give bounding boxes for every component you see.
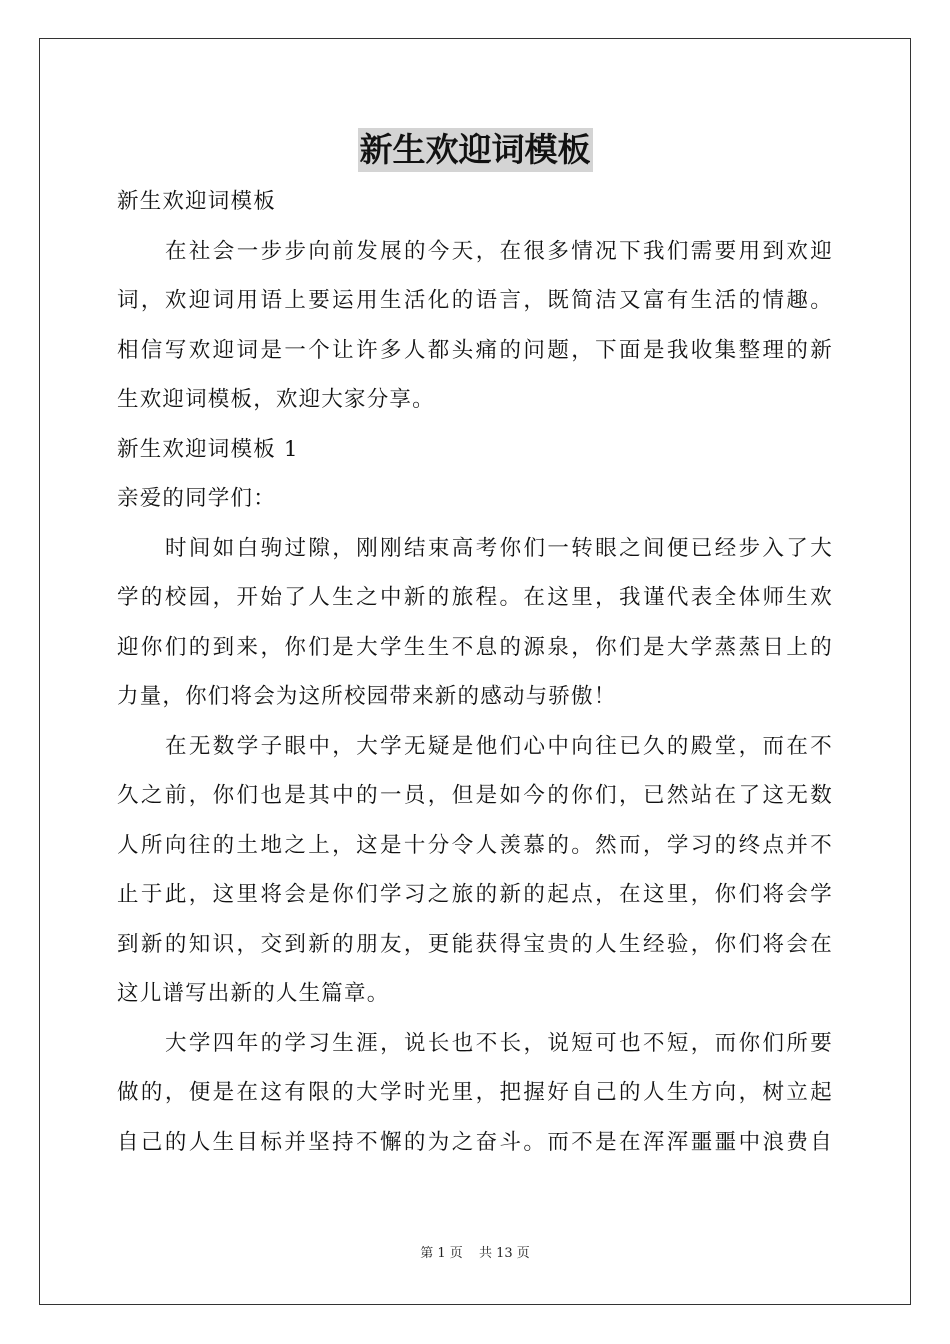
text-line: 亲爱的同学们： (117, 486, 276, 511)
text-line: 久之前，你们也是其中的一员，但是如今的你们，已然站在了这无数 (117, 783, 833, 808)
text-line: 自己的人生目标并坚持不懈的为之奋斗。而不是在浑浑噩噩中浪费自 (117, 1129, 833, 1155)
text-line: 词，欢迎词用语上要运用生活化的语言，既简洁又富有生活的情趣。 (117, 288, 833, 313)
document-title: 新生欢迎词模板 (358, 128, 593, 172)
text-line: 止于此，这里将会是你们学习之旅的新的起点，在这里，你们将会学 (117, 882, 833, 907)
text-line: 大学四年的学习生涯，说长也不长，说短可也不短，而你们所要 (165, 1030, 833, 1056)
text-line: 做的，便是在这有限的大学时光里，把握好自己的人生方向，树立起 (117, 1080, 833, 1105)
text-line: 这儿谱写出新的人生篇章。 (117, 981, 390, 1006)
text-line: 新生欢迎词模板 1 (117, 436, 299, 462)
text-line: 生欢迎词模板，欢迎大家分享。 (117, 387, 435, 412)
document-body (117, 177, 833, 1167)
page-number-total: 共 13 页 (478, 1246, 530, 1261)
text-line: 人所向往的土地之上，这是十分令人羡慕的。然而，学习的终点并不 (117, 832, 833, 858)
text-line: 时间如白驹过隙，刚刚结束高考你们一转眼之间便已经步入了大 (165, 535, 833, 561)
text-line: 迎你们的到来，你们是大学生生不息的源泉，你们是大学蒸蒸日上的 (117, 634, 833, 660)
page-footer (0, 1245, 950, 1263)
text-line: 学的校园，开始了人生之中新的旅程。在这里，我谨代表全体师生欢 (117, 585, 833, 610)
text-line: 相信写欢迎词是一个让许多人都头痛的问题，下面是我收集整理的新 (117, 337, 833, 363)
text-line: 在无数学子眼中，大学无疑是他们心中向往已久的殿堂，而在不 (165, 733, 833, 759)
text-line: 新生欢迎词模板 (117, 189, 276, 214)
title-wrap (0, 128, 950, 172)
text-line: 到新的知识，交到新的朋友，更能获得宝贵的人生经验，你们将会在 (117, 931, 833, 957)
text-line: 力量，你们将会为这所校园带来新的感动与骄傲！ (117, 684, 617, 709)
text-line: 在社会一步步向前发展的今天，在很多情况下我们需要用到欢迎 (165, 238, 833, 264)
page-number-current: 第 1 页 (420, 1246, 463, 1261)
